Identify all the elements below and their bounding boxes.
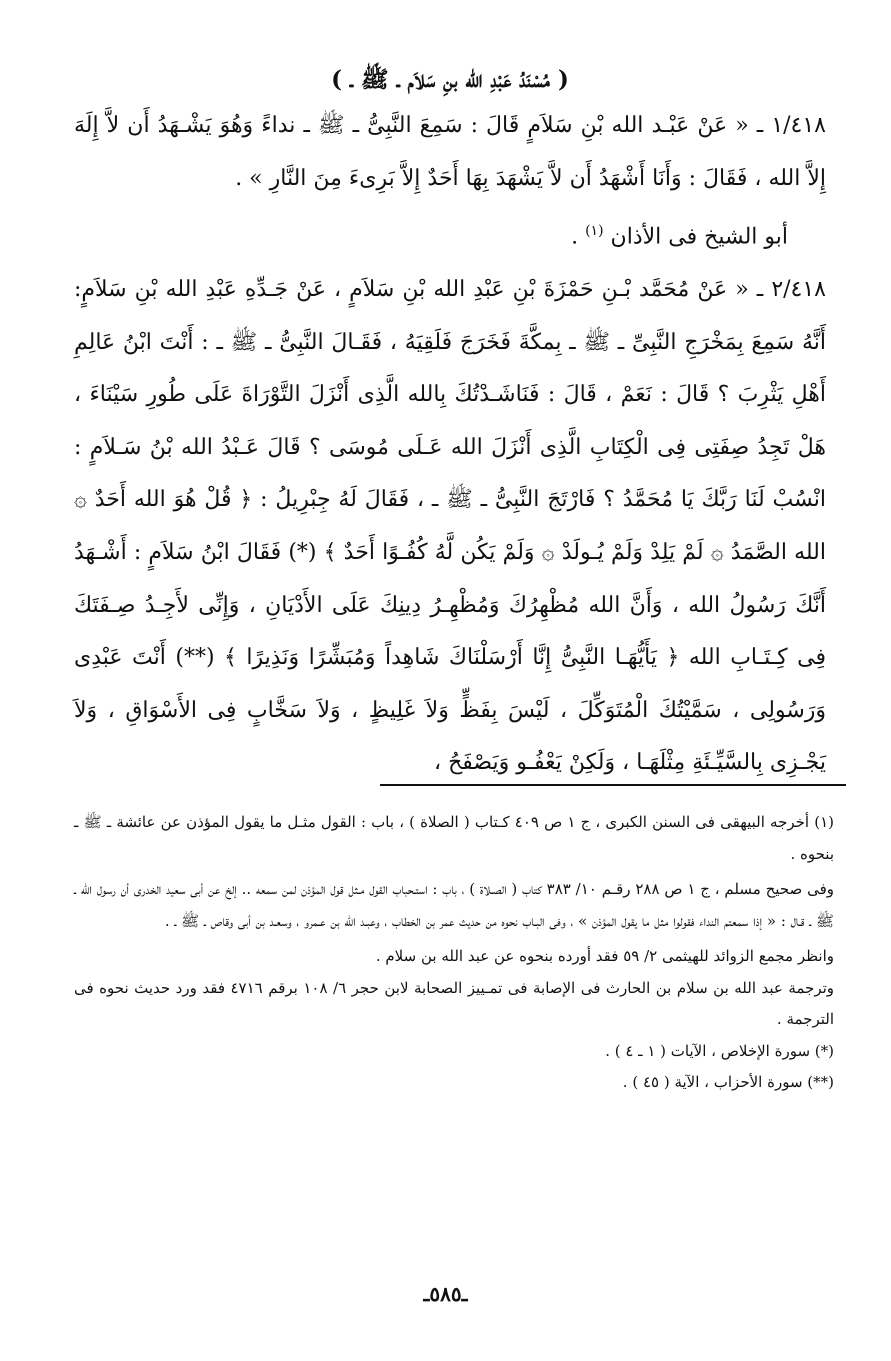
footnote-1: (١) أخرجه البيهقى فى السنن الكبرى ، ج ١ ص ٤٠٩ كـتاب ( الصلاة ) ، باب : القول مثـل ما يقول المؤذن عن عائشة ـ ﷺ ـ بنحوه . [74,813,834,863]
footnote-1-muslim: وفى صحيح مسلم ، ج ١ ص ٢٨٨ رقـم ١٠/ ٣٨٣ كتاب ( الصـلاة ) ، باب : استـحباب القول مـثل قول المؤذن لمن سمعه .. إلخ عن أبى سعيد الخدرى أن رسول الله ـ ﷺ ـ قـال : « إذا سمعتم النداء فقولوا مثل ما يقول المؤذن » ، وفى البـاب نحوه من حديث عمر بن الخطاب ، وعبـد الله بن عـمرو ، وسعـد بن أبى وقاص ـ ﷺ ـ . [74,880,834,930]
footnote-1-haythami: وانظر مجمع الزوائد للهيثمى ٢/ ٥٩ فقد أورده بنحوه عن عبد الله بن سلام . [375,947,834,965]
footnote-ref-1: (١) [585,223,604,240]
page-heading: ( مُسْنَدُ عَبْدِ الله بنِ سَلاَم ـ ﷺ ـ ) [331,66,569,93]
hadith-418-1-source [74,205,826,264]
hadith-418-1: ١/٤١٨ ـ « عَنْ عَبْـد الله بْنِ سَلاَمٍ قَالَ : سَمِعَ النَّبِىُّ ـ ﷺ ـ نداءً وَهُوَ يَشْـهَدُ أَن لاَّ إِلَهَ إِلاَّ الله ، فَقَالَ : وَأَنَا أَشْهَدُ أَن لاَّ يَشْهَدَ بِهَا أَحَدٌ إِلاَّ بَرِىءَ مِنَ النَّارِ » . [74,113,826,191]
footnote-1-isabah: وترجمة عبد الله بن سلام بن الحارث فى الإصابة فى تمـييز الصحابة لابن حجر ٦/ ١٠٨ برقم ٤٧١٦ فقد ورد حديث نحوه فى الترجمة . [74,978,835,1028]
page-content [74,60,826,790]
page-number: ـ٥٨٥ـ [423,1282,468,1306]
footnote-divider [380,784,846,786]
footnote-star-1: (*) سورة الإخلاص ، الآيات ( ١ ـ ٤ ) . [605,1041,834,1060]
main-text [74,100,826,790]
footnotes [74,807,834,1099]
hadith-418-2: ٢/٤١٨ ـ « عَنْ مُحَمَّد بْـنِ حَمْزَةَ بْنِ عَبْدِ الله بْنِ سَلاَمٍ ، عَنْ جَـدِّهِ عَبْدِ الله بْنِ سَلاَمٍ: أَنَّهُ سَمِعَ بِمَخْرَجِ النَّبِىِّ ـ ﷺ ـ بِمكَّةَ فَخَرَجَ فَلَقِيَهُ ، فَقَـالَ النَّبِىُّ ـ ﷺ ـ : أَنْتَ ابْنُ عَالِمِ أَهْلِ يَثْرِبَ ؟ قَالَ : نَعَمْ ، قَالَ : فَنَاشَـدْتُكَ بِالله الَّذِى أَنْزَلَ التَّوْرَاةَ عَلَى طُورِ سَيْنَاءَ ، هَلْ تَجِدُ صِفَتِى فِى الْكِتَابِ الَّذِى أَنْزَلَ الله عَـلَى مُوسَى ؟ قَالَ عَـبْدُ الله بْنُ سَـلاَمٍ : انْسُبْ لَنَا رَبَّكَ يَا مُحَمَّدُ ؟ فَارْتَجَ النَّبِىُّ ـ ﷺ ـ ، فَقَالَ لَهُ جِبْرِيلُ : ﴿ قُلْ هُوَ الله أَحَدٌ ۞ الله الصَّمَدُ ۞ لَمْ يَلِدْ وَلَمْ يُـولَدْ ۞ وَلَمْ يَكُن لَّهُ كُفُـوًا أَحَدٌ ﴾ (*) فَقَالَ ابْنُ سَلاَمٍ : أَشْـهَدُ أَنَّكَ رَسُولُ الله ، وَأَنَّ الله مُظْهِرُكَ وَمُظْهِـرُ دِينِكَ عَلَى الأَدْيَانِ ، وَإِنِّى لأَجِـدُ صِـفَتَكَ فِى كِـتَـابِ الله ﴿ يَأَيُّهَـا النَّبِىُّ إِنَّا أَرْسَلْنَاكَ شَاهِداً وَمُبَشِّرًا وَنَذِيرًا ﴾ (**) أَنْتَ عَبْدِى وَرَسُولِى ، سَمَّيْتُكَ الْمُتَوَكِّلَ ، لَيْسَ بِفَظٍّ وَلاَ غَلِيظٍ ، وَلاَ سَخَّابٍ فِى الأَسْوَاقِ ، وَلاَ يَجْـزِى بِالسَّيِّـئَةِ مِثْلَهَـا ، وَلَكِنْ يَعْفُـو وَيَصْفَحُ ، [74,277,826,776]
source-text: أبو الشيخ فى الأذان [610,224,788,250]
source-end: . [571,224,586,250]
footnote-star-2: (**) سورة الأحزاب ، الآية ( ٤٥ ) . [622,1073,834,1091]
